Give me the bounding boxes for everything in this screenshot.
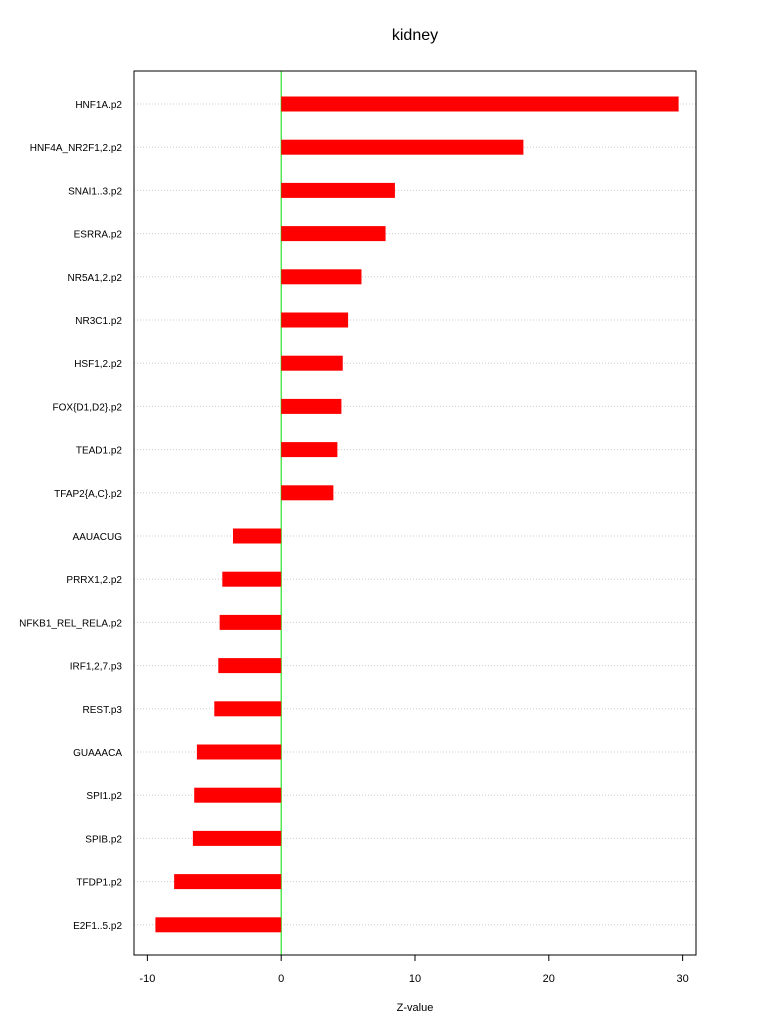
bar [281, 399, 341, 414]
x-tick-label: 0 [278, 973, 285, 985]
category-label: HNF4A_NR2F1,2.p2 [29, 143, 122, 155]
bar [281, 226, 385, 241]
bar [281, 140, 523, 155]
bar [281, 442, 337, 457]
category-label: PRRX1,2.p2 [66, 575, 122, 587]
category-label: SPIB.p2 [85, 834, 122, 846]
chart-title: kidney [391, 27, 439, 44]
x-tick-label: 20 [542, 973, 555, 985]
category-labels [19, 100, 122, 932]
category-label: REST.p3 [82, 704, 122, 716]
x-tick-label: -10 [139, 973, 156, 985]
bars [155, 97, 678, 933]
bar [281, 97, 678, 112]
category-label: IRF1,2,7.p3 [69, 661, 122, 673]
bar [193, 831, 281, 846]
category-label: NR3C1.p2 [75, 316, 122, 327]
bar [281, 485, 333, 500]
bar [281, 269, 361, 284]
category-label: HNF1A.p2 [75, 100, 122, 111]
category-label: E2F1..5.p2 [73, 920, 122, 932]
bar [174, 874, 281, 889]
category-label: NR5A1,2.p2 [67, 272, 122, 284]
category-label: AAUACUG [72, 532, 122, 543]
x-tick-label: 30 [676, 973, 689, 985]
bar [220, 615, 282, 630]
bar [194, 788, 281, 803]
x-axis-title: Z-value [396, 1002, 434, 1014]
bar [281, 356, 343, 371]
bar [281, 183, 395, 198]
bar [214, 701, 281, 716]
bar [218, 658, 281, 673]
category-label: FOX{D1,D2}.p2 [52, 402, 122, 414]
bar [281, 313, 348, 328]
category-label: TFAP2{A,C}.p2 [54, 488, 122, 500]
x-tick-label: 10 [408, 973, 422, 985]
plot-frame [134, 71, 696, 955]
category-label: NFKB1_REL_RELA.p2 [19, 618, 122, 630]
category-label: TFDP1.p2 [76, 877, 122, 889]
category-label: SPI1.p2 [86, 791, 122, 803]
bar [155, 917, 281, 932]
bar [197, 745, 281, 760]
category-label: HSF1,2.p2 [74, 359, 122, 371]
category-label: TEAD1.p2 [75, 445, 122, 457]
bar [233, 529, 281, 544]
category-label: GUAAACA [73, 748, 122, 759]
category-label: SNAI1..3.p2 [68, 186, 122, 198]
category-label: ESRRA.p2 [73, 229, 122, 241]
bar [222, 572, 281, 587]
x-axis [139, 955, 688, 985]
